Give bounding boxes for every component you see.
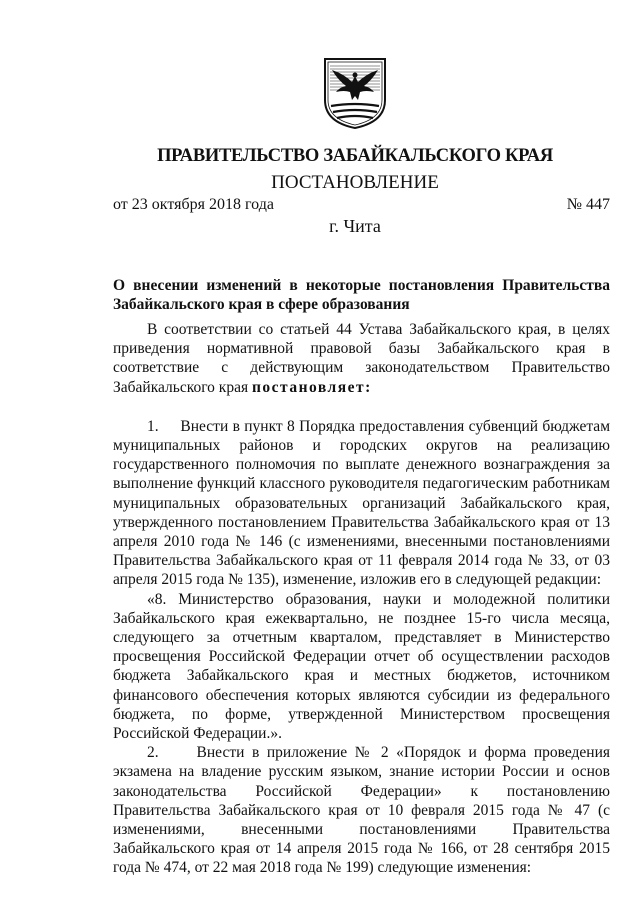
preamble-text: В соответствии со статьей 44 Устава Забайкальского края, в целях приведения нормативной правовой базы Забайкальского края в соответствие с действующим законодательством Правительство Забайкальского края <box>113 321 610 396</box>
preamble-paragraph <box>113 320 610 397</box>
decree-word: постановляет: <box>251 378 372 396</box>
coat-of-arms-icon <box>322 56 388 130</box>
item-text: Внести в пункт 8 Порядка предоставления субвенций бюджетам муниципальных районов и городских округов на реализацию государственного полномочия по выплате денежного вознаграждения за выполнение функций классного руководителя педагогическим работникам муниципальных образовательных организаций Забайкальского края, утвержденного постановлением Правительства Забайкальского края от 13 апреля 2010 года № 146 (с изменениями, внесенными постановлениями Правительства Забайкальского края от 11 февраля 2014 года № 33, от 03 апреля 2015 года № 135), изменение, изложив его в следующей редакции: <box>113 417 610 589</box>
item-number: 2. <box>147 744 159 762</box>
document-type: ПОСТАНОВЛЕНИЕ <box>271 172 439 193</box>
item-paragraph-1 <box>113 417 610 590</box>
document-date: от 23 октября 2018 года <box>113 196 274 213</box>
item-paragraph-quote <box>113 590 610 744</box>
document-number: № 447 <box>566 196 610 213</box>
item-paragraph-2 <box>113 743 610 877</box>
organization-title: ПРАВИТЕЛЬСТВО ЗАБАЙКАЛЬСКОГО КРАЯ <box>157 146 553 166</box>
item-text: «8. Министерство образования, науки и молодежной политики Забайкальского края ежеквартально, не позднее 15-го числа месяца, следующего за отчетным кварталом, представляет в Министерство просвещения Российской Федерации отчет об осуществлении расходов бюджета Забайкальского края и местных бюджетов, источником финансового обеспечения которых являются субсидии из федерального бюджета, по форме, утвержденной Министерством просвещения Российской Федерации.». <box>113 590 610 743</box>
item-number: 1. <box>147 417 159 435</box>
document-heading: О внесении изменений в некоторые постановления Правительства Забайкальского края в сфере образования <box>113 277 610 313</box>
document-body <box>113 320 610 878</box>
document-city: г. Чита <box>329 216 381 236</box>
item-text: Внести в приложение № 2 «Порядок и форма проведения экзамена на владение русским языком, знание истории России и основ законодательства Российской Федерации» к постановлению Правительства Забайкальского края от 10 февраля 2015 года № 47 (с изменениями, внесенными постановлениями Правительства Забайкальского края от 14 апреля 2015 года № 166, от 28 сентября 2015 года № 474, от 22 мая 2018 года № 199) следующие изменения: <box>113 744 611 877</box>
